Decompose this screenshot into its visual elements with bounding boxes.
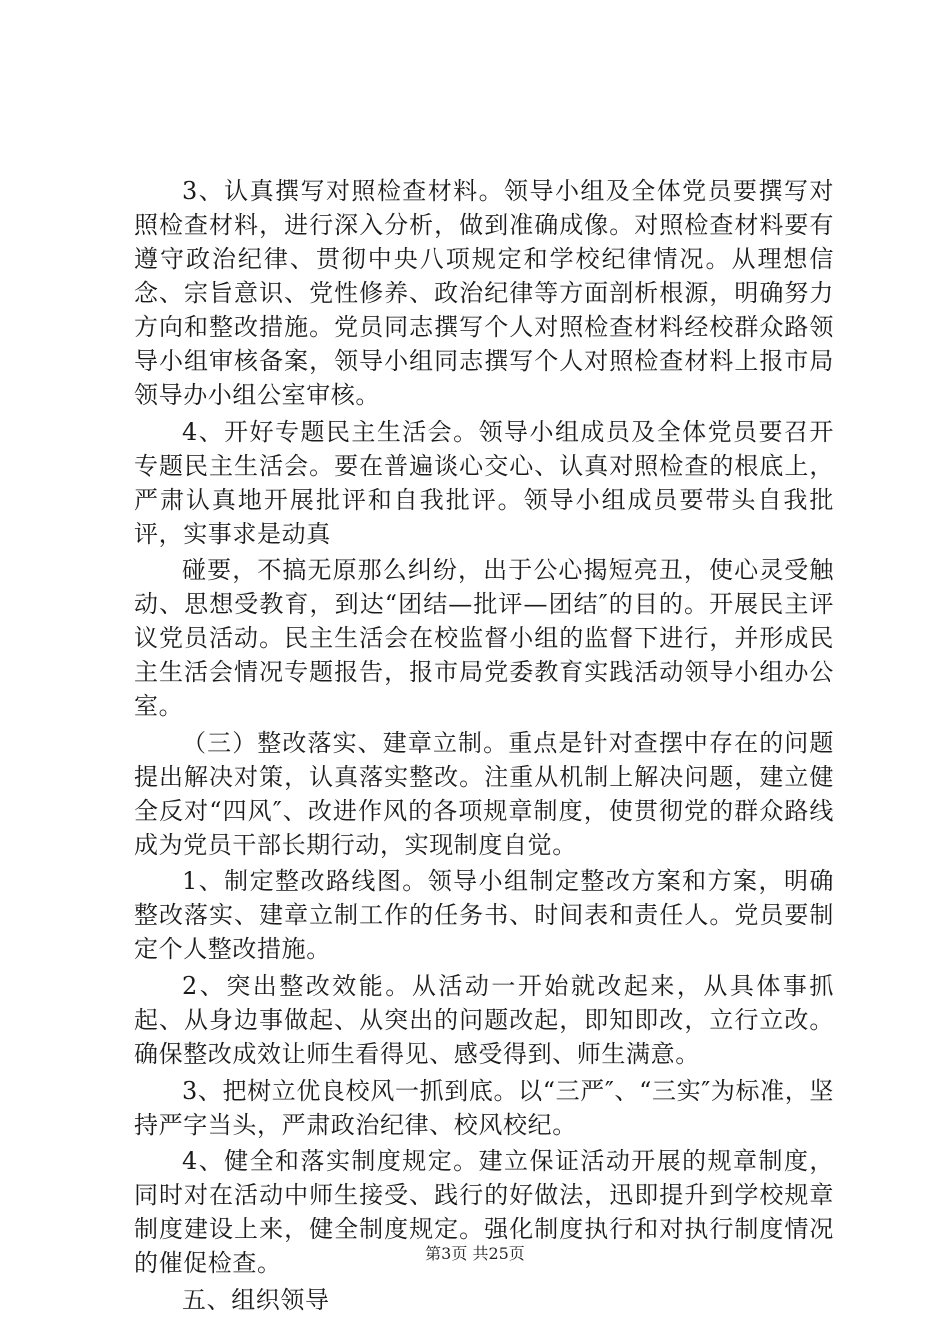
page-footer: 第3页 共25页 xyxy=(425,1244,525,1263)
paragraph-item-4-democratic-meeting: 4、开好专题民主生活会。领导小组成员及全体党员要召开专题民主生活会。要在普遍谈心交心、认真对照检查的根底上，严肃认真地开展批评和自我批评。领导小组成员要带头自我批评，实事求是动真 xyxy=(134,417,834,548)
document-body xyxy=(134,174,834,1317)
section-heading-organization: 五、组织领导 xyxy=(182,1285,330,1314)
paragraph-continuation: 碰要，不搞无原那么纠纷，出于公心揭短亮丑，使心灵受触动、思想受教育，到达“团结—批评—团结″的目的。开展民主评议党员活动。民主生活会在校监督小组的监督下进行，并形成民主生活会情况专题报告，报市局党委教育实践活动领导小组办公室。 xyxy=(134,556,834,721)
paragraph-item-4-regulations: 4、健全和落实制度规定。建立保证活动开展的规章制度，同时对在活动中师生接受、践行的好做法，迅即提升到学校规章制度建设上来，健全制度规定。强化制度执行和对执行制度情况的催促检查。 xyxy=(134,1147,834,1278)
paragraph-item-2-effectiveness: 2、突出整改效能。从活动一开始就改起来，从具体事抓起、从身边事做起、从突出的问题改起，即知即改，立行立改。确保整改成效让师生看得见、感受得到、师生满意。 xyxy=(134,971,834,1068)
paragraph-item-1-roadmap: 1、制定整改路线图。领导小组制定整改方案和方案，明确整改落实、建章立制工作的任务书、时间表和责任人。党员要制定个人整改措施。 xyxy=(134,867,834,964)
paragraph-item-3-school-style: 3、把树立优良校风一抓到底。以“三严″、“三实″为标准，坚持严字当头，严肃政治纪律、校风校纪。 xyxy=(134,1076,834,1139)
paragraph-section-three-rectification: （三）整改落实、建章立制。重点是针对查摆中存在的问题提出解决对策，认真落实整改。注重从机制上解决问题，建立健全反对“四风″、改进作风的各项规章制度，使贯彻党的群众路线成为党员干部长期行动，实现制度自觉。 xyxy=(134,728,834,859)
paragraph-item-3-review-materials: 3、认真撰写对照检查材料。领导小组及全体党员要撰写对照检查材料，进行深入分析，做到准确成像。对照检查材料要有遵守政治纪律、贯彻中央八项规定和学校纪律情况。从理想信念、宗旨意识、党性修养、政治纪律等方面剖析根源，明确努力方向和整改措施。党员同志撰写个人对照检查材料经校群众路领导小组审核备案，领导小组同志撰写个人对照检查材料上报市局领导办小组公室审核。 xyxy=(134,177,834,409)
